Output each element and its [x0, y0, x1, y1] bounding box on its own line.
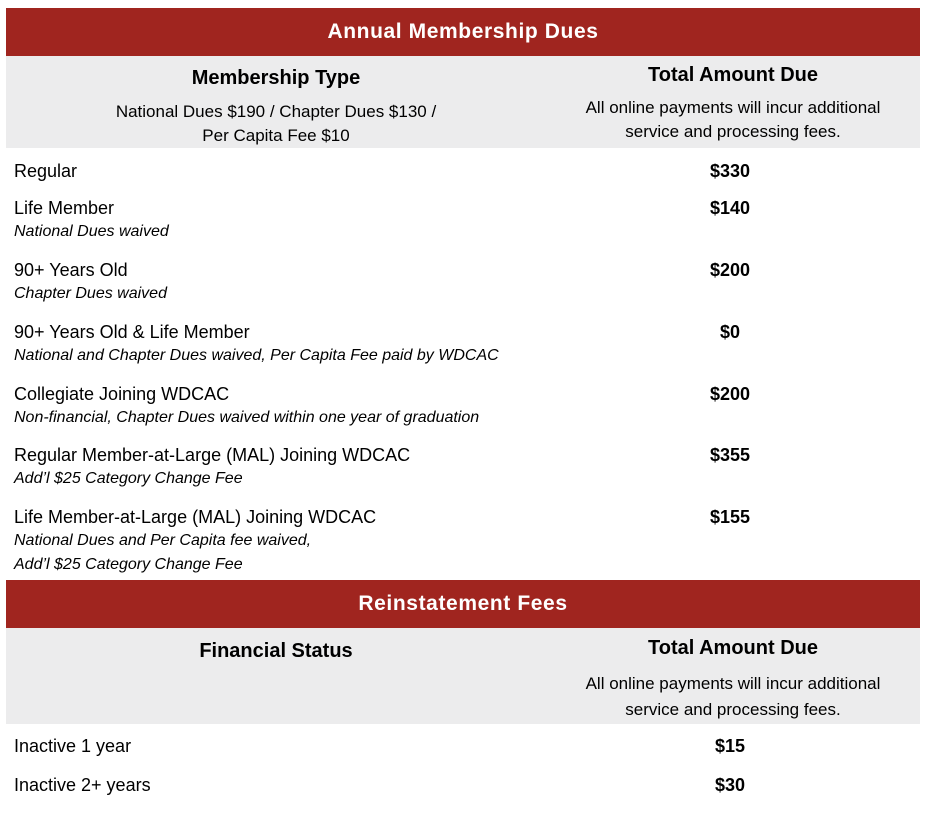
- annual-dues-title-text: Annual Membership Dues: [327, 20, 599, 43]
- reinstatement-amount-title: Total Amount Due: [648, 637, 818, 659]
- row-note: National Dues and Per Capita fee waived,: [14, 532, 312, 549]
- membership-type-note-1: National Dues $190 / Chapter Dues $130 /: [115, 102, 437, 121]
- row-amount: $140: [709, 198, 751, 218]
- row-amount: $330: [709, 161, 751, 181]
- row-amount: $200: [709, 384, 751, 404]
- row-note: National Dues waived: [14, 223, 169, 240]
- dues-row-90-plus-life: [14, 320, 914, 368]
- dues-row-regular-mal: [14, 443, 914, 491]
- reinstatement-row-1-year: [14, 734, 914, 758]
- dues-row-90-plus: [14, 258, 914, 306]
- dues-row-life-member: [14, 196, 914, 244]
- row-amount: $0: [719, 322, 741, 342]
- reinstatement-header: [6, 628, 920, 724]
- row-label: 90+ Years Old: [14, 260, 128, 280]
- row-amount: $155: [709, 507, 751, 527]
- financial-status-title: Financial Status: [199, 640, 353, 662]
- row-label: Collegiate Joining WDCAC: [14, 384, 230, 404]
- dues-row-collegiate: [14, 382, 914, 430]
- row-label: Inactive 2+ years: [14, 775, 151, 795]
- membership-type-note-2: Per Capita Fee $10: [202, 126, 350, 145]
- reinstatement-fees-title-text: Reinstatement Fees: [358, 592, 568, 615]
- reinstatement-fees-title: [6, 580, 920, 628]
- financial-status-header: [6, 639, 546, 663]
- amount-due-header: [546, 62, 920, 144]
- row-label: Inactive 1 year: [14, 736, 132, 756]
- row-note: National and Chapter Dues waived, Per Capita Fee paid by WDCAC: [14, 347, 499, 364]
- dues-row-life-mal: [14, 505, 914, 577]
- annual-dues-title: [6, 8, 920, 56]
- membership-type-header: [6, 66, 546, 148]
- row-amount: $200: [709, 260, 751, 280]
- row-note: Add’l $25 Category Change Fee: [14, 470, 243, 487]
- row-label: 90+ Years Old & Life Member: [14, 322, 250, 342]
- amount-due-note-1: All online payments will incur additional: [585, 98, 881, 117]
- row-label: Regular Member-at-Large (MAL) Joining WDCAC: [14, 445, 411, 465]
- membership-type-title: Membership Type: [191, 67, 361, 89]
- row-note: Chapter Dues waived: [14, 285, 167, 302]
- row-label: Regular: [14, 161, 78, 181]
- reinstatement-amount-note-1: All online payments will incur additional: [585, 674, 881, 693]
- row-note: Non-financial, Chapter Dues waived within one year of graduation: [14, 409, 480, 426]
- reinstatement-amount-note-2: service and processing fees.: [625, 700, 841, 719]
- row-amount: $15: [714, 736, 746, 756]
- reinstatement-row-2-years: [14, 773, 914, 797]
- amount-due-note-2: service and processing fees.: [625, 122, 841, 141]
- row-amount: $30: [714, 775, 746, 795]
- row-label: Life Member-at-Large (MAL) Joining WDCAC: [14, 507, 377, 527]
- reinstatement-amount-header: [546, 635, 920, 723]
- row-note: Add’l $25 Category Change Fee: [14, 556, 243, 573]
- row-amount: $355: [709, 445, 751, 465]
- dues-row-regular: [14, 159, 914, 183]
- row-label: Life Member: [14, 198, 115, 218]
- amount-due-title: Total Amount Due: [648, 64, 818, 86]
- annual-dues-header: [6, 56, 920, 148]
